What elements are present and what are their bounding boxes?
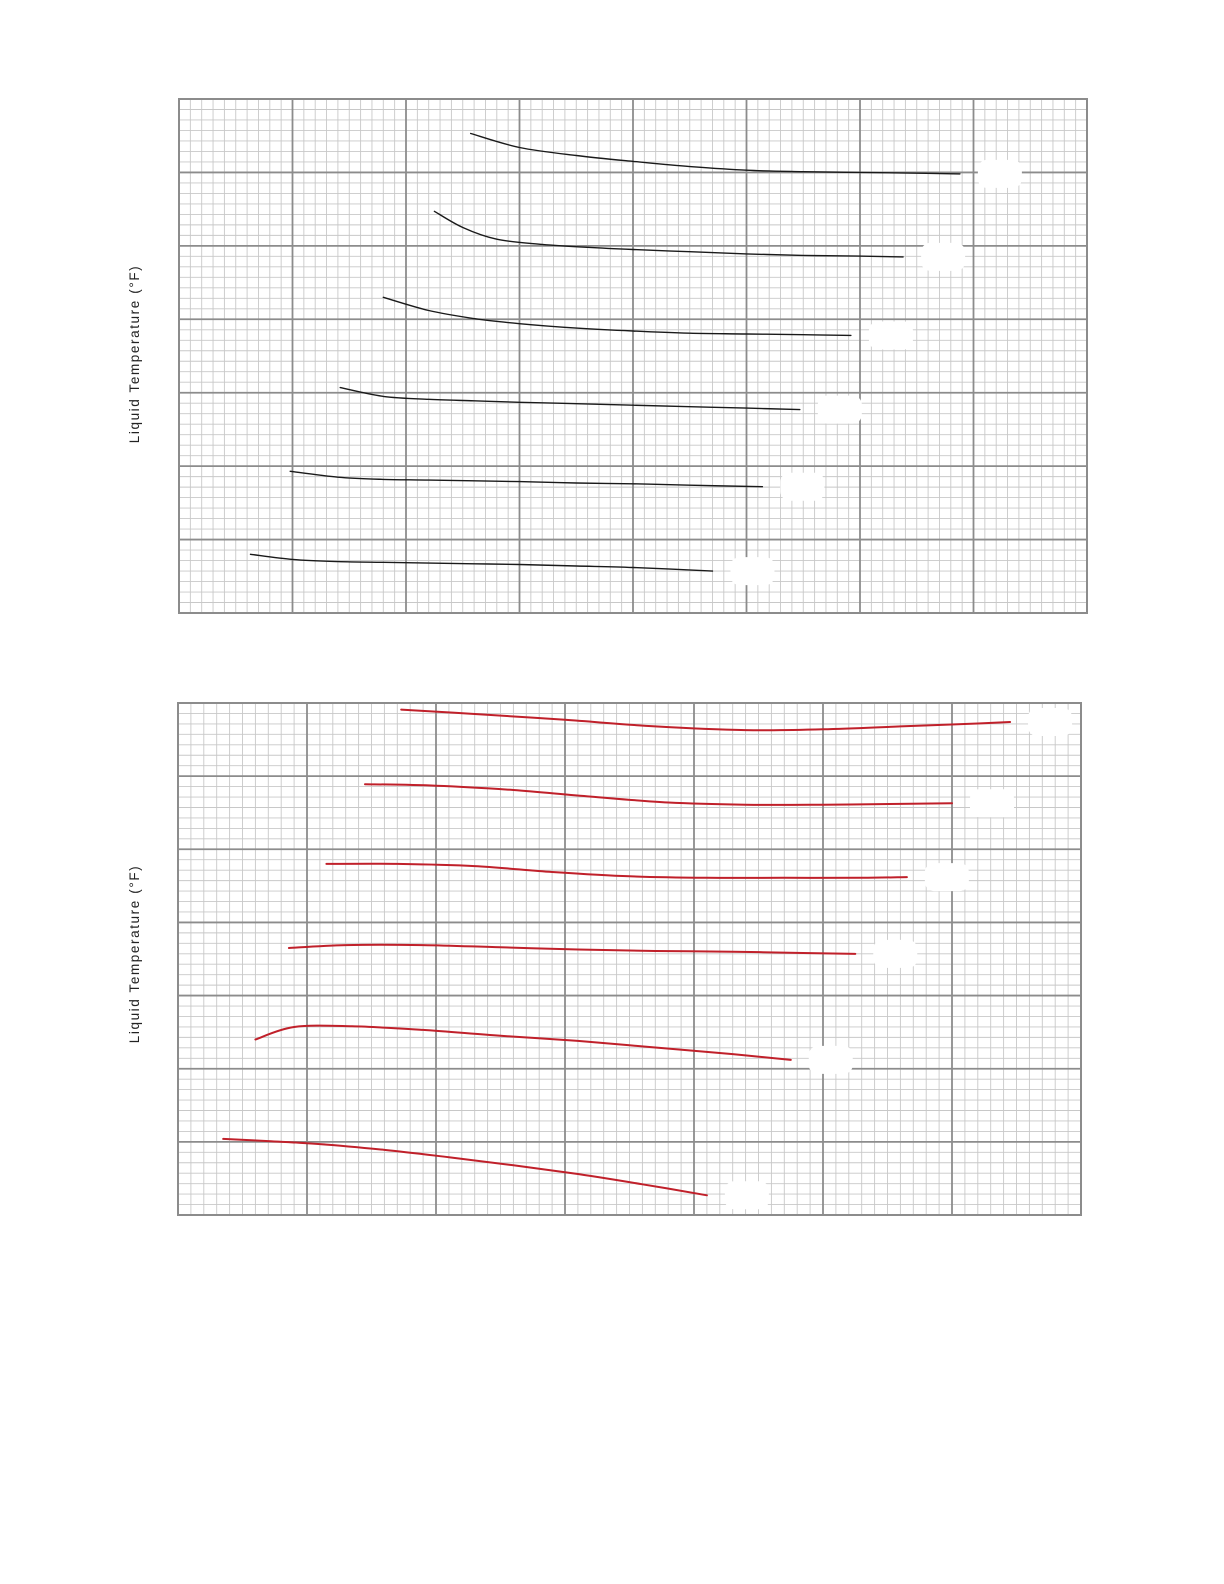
curve-label-mask	[873, 940, 917, 968]
curve-label-mask	[818, 396, 862, 424]
series-line-4	[289, 945, 855, 954]
series-line-6	[251, 554, 713, 571]
series-line-2	[365, 784, 952, 805]
curve-label-mask	[780, 473, 824, 501]
bottom-chart	[178, 703, 1081, 1215]
top-chart-grid	[179, 99, 1087, 613]
top-chart-label-masks	[730, 160, 1021, 585]
top-chart	[179, 99, 1087, 613]
curve-label-mask	[970, 789, 1014, 817]
bottom-chart-grid	[178, 703, 1081, 1215]
top-chart-lines	[251, 134, 960, 572]
curve-label-mask	[925, 863, 969, 891]
curve-label-mask	[809, 1046, 853, 1074]
series-line-1	[401, 710, 1010, 731]
curve-label-mask	[921, 243, 965, 271]
series-line-2	[434, 211, 903, 257]
bottom-chart-y-axis-label: Liquid Temperature (°F)	[127, 864, 142, 1044]
curve-label-mask	[978, 160, 1022, 188]
series-line-1	[471, 134, 960, 174]
series-line-6	[223, 1139, 707, 1195]
series-line-5	[255, 1026, 790, 1060]
curve-label-mask	[1028, 708, 1072, 736]
curve-label-mask	[730, 557, 774, 585]
curve-label-mask	[869, 321, 913, 349]
bottom-chart-label-masks	[725, 708, 1072, 1209]
top-chart-y-axis-label: Liquid Temperature (°F)	[127, 264, 142, 444]
series-line-4	[340, 388, 800, 410]
curve-label-mask	[725, 1181, 769, 1209]
